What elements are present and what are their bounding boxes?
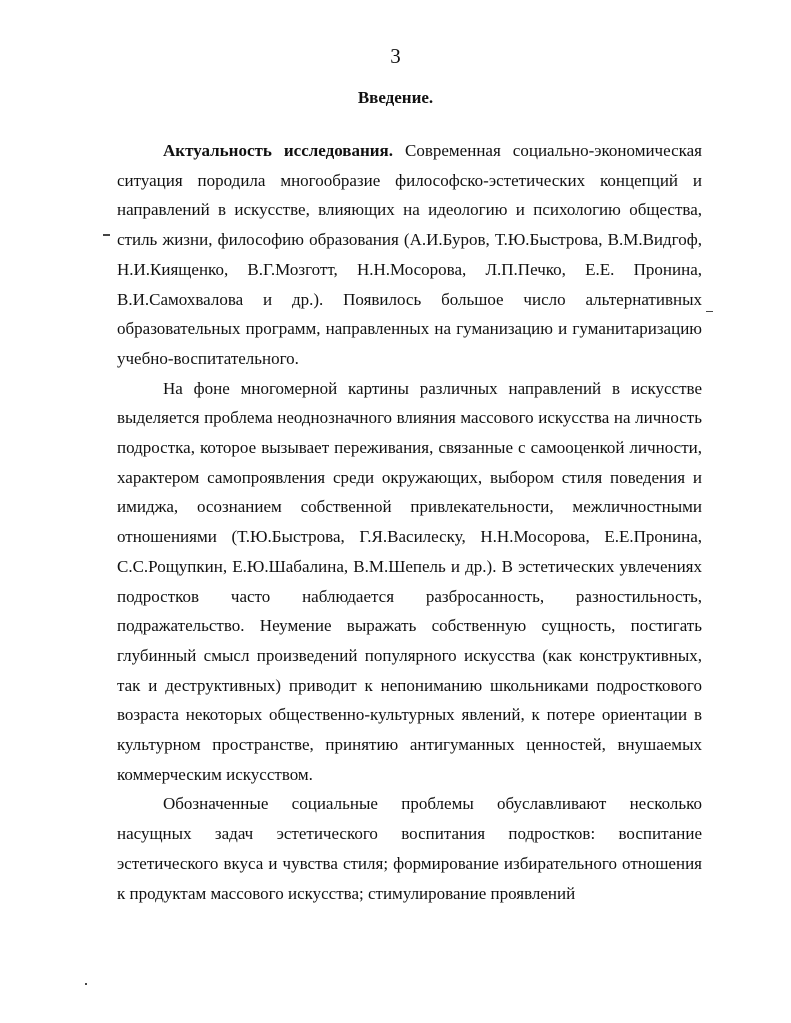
paragraph-text: Современная социально-экономическая ситуация породила многообразие философско-эстетических концепций и направлений в искусстве, влияющих на идеологию и психологию общества, стиль жизни, философию образования (А.И.Буров, Т.Ю.Быстрова, В.М.Видгоф, Н.И.Киященко, В.Г.Мозготт, Н.Н.Мосорова, Л.П.Печко, Е.Е. Пронина, В.И.Самохвалова и др.). Появилось большое число альтернативных образовательных программ, направленных на гуманизацию и гуманитаризацию учебно-воспитательного. xyxy=(117,141,702,368)
paragraph-lead: Актуальность исследования. xyxy=(163,141,393,160)
paragraph-relevance xyxy=(117,136,702,374)
scan-artifact xyxy=(85,983,87,985)
document-body xyxy=(117,136,702,908)
scan-artifact xyxy=(103,234,110,236)
scan-artifact xyxy=(706,311,713,312)
section-heading: Введение. xyxy=(357,88,434,107)
paragraph-tasks: Обозначенные социальные проблемы обуславливают несколько насущных задач эстетического воспитания подростков: воспитание эстетического вкуса и чувства стиля; формирование избирательного отношения к продуктам массового искусства; стимулирование проявлений xyxy=(117,794,702,903)
paragraph-mass-art: На фоне многомерной картины различных направлений в искусстве выделяется проблема неоднозначного влияния массового искусства на личность подростка, которое вызывает переживания, связанные с самооценкой личности, характером самопроявления среди окружающих, выбором стиля поведения и имиджа, осознанием собственной привлекательности, межличностными отношениями (Т.Ю.Быстрова, Г.Я.Василеску, Н.Н.Мосорова, Е.Е.Пронина, С.С.Рощупкин, Е.Ю.Шабалина, В.М.Шепель и др.). В эстетических увлечениях подростков часто наблюдается разбросанность, разностильность, подражательство. Неумение выражать собственную сущность, постигать глубинный смысл произведений популярного искусства (как конструктивных, так и деструктивных) приводит к непониманию школьниками подросткового возраста некоторых общественно-культурных явлений, к потере ориентации в культурном пространстве, принятию антигуманных ценностей, внушаемых коммерческим искусством. xyxy=(117,378,702,784)
page-number: 3 xyxy=(390,44,401,68)
